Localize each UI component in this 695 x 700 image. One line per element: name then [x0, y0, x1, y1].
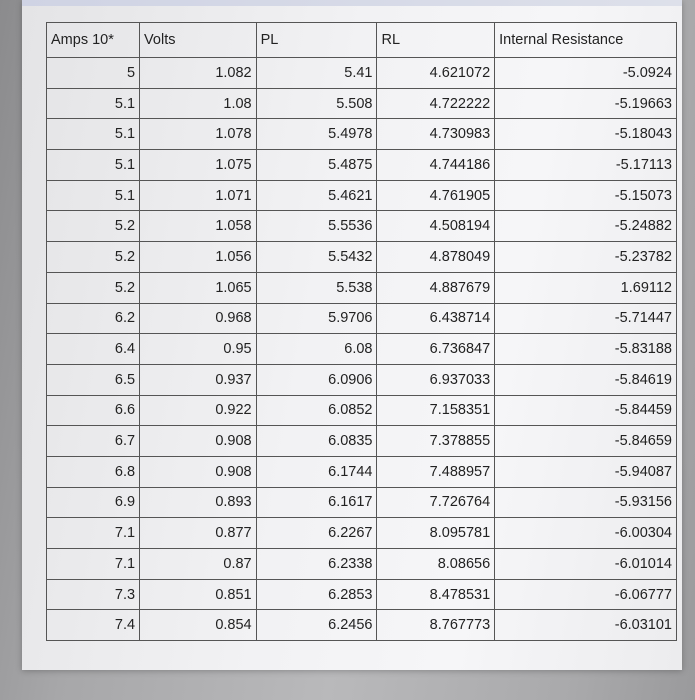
header-volts: Volts	[140, 23, 257, 58]
internal-resistance-cell: -5.84459	[495, 395, 677, 426]
table-row	[47, 303, 677, 334]
amps-cell: 6.4	[47, 334, 140, 365]
table-row	[47, 610, 677, 641]
internal-resistance-cell: -6.01014	[495, 549, 677, 580]
pl-cell: 5.9706	[256, 303, 377, 334]
internal-resistance-cell: -5.84619	[495, 364, 677, 395]
rl-cell: 4.761905	[377, 180, 495, 211]
table-row	[47, 242, 677, 273]
internal-resistance-cell: -5.71447	[495, 303, 677, 334]
internal-resistance-cell: -5.93156	[495, 487, 677, 518]
volts-cell: 1.082	[140, 58, 257, 89]
volts-cell: 1.08	[140, 88, 257, 119]
pl-cell: 6.08	[256, 334, 377, 365]
header-internal-resistance: Internal Resistance	[495, 23, 677, 58]
internal-resistance-cell: -5.19663	[495, 88, 677, 119]
header-rl: RL	[377, 23, 495, 58]
volts-cell: 0.922	[140, 395, 257, 426]
internal-resistance-cell: -5.24882	[495, 211, 677, 242]
pl-cell: 6.1744	[256, 456, 377, 487]
rl-cell: 7.488957	[377, 456, 495, 487]
volts-cell: 0.87	[140, 549, 257, 580]
table-row	[47, 395, 677, 426]
table-row	[47, 487, 677, 518]
header-strip	[22, 0, 682, 6]
rl-cell: 6.937033	[377, 364, 495, 395]
table-row	[47, 426, 677, 457]
table-row	[47, 119, 677, 150]
amps-cell: 5.1	[47, 150, 140, 181]
internal-resistance-cell: -6.00304	[495, 518, 677, 549]
internal-resistance-cell: 1.69112	[495, 272, 677, 303]
amps-cell: 5.2	[47, 211, 140, 242]
paper-sheet	[22, 0, 682, 670]
volts-cell: 0.851	[140, 579, 257, 610]
table-row	[47, 334, 677, 365]
header-pl: PL	[256, 23, 377, 58]
rl-cell: 4.744186	[377, 150, 495, 181]
internal-resistance-cell: -5.94087	[495, 456, 677, 487]
internal-resistance-cell: -6.03101	[495, 610, 677, 641]
volts-cell: 0.854	[140, 610, 257, 641]
amps-cell: 7.4	[47, 610, 140, 641]
rl-cell: 8.08656	[377, 549, 495, 580]
rl-cell: 4.621072	[377, 58, 495, 89]
pl-cell: 5.4621	[256, 180, 377, 211]
rl-cell: 8.095781	[377, 518, 495, 549]
amps-cell: 7.1	[47, 518, 140, 549]
internal-resistance-cell: -6.06777	[495, 579, 677, 610]
volts-cell: 0.937	[140, 364, 257, 395]
pl-cell: 5.538	[256, 272, 377, 303]
table-row	[47, 180, 677, 211]
table-row	[47, 579, 677, 610]
amps-cell: 6.8	[47, 456, 140, 487]
table-body	[47, 23, 677, 641]
amps-cell: 6.6	[47, 395, 140, 426]
amps-cell: 5.1	[47, 119, 140, 150]
volts-cell: 1.075	[140, 150, 257, 181]
amps-cell: 6.5	[47, 364, 140, 395]
pl-cell: 6.0906	[256, 364, 377, 395]
rl-cell: 8.767773	[377, 610, 495, 641]
header-amps: Amps 10*	[47, 23, 140, 58]
pl-cell: 5.4875	[256, 150, 377, 181]
pl-cell: 5.5432	[256, 242, 377, 273]
pl-cell: 6.0835	[256, 426, 377, 457]
table-row	[47, 211, 677, 242]
volts-cell: 0.95	[140, 334, 257, 365]
pl-cell: 6.2338	[256, 549, 377, 580]
internal-resistance-cell: -5.83188	[495, 334, 677, 365]
rl-cell: 6.438714	[377, 303, 495, 334]
volts-cell: 1.071	[140, 180, 257, 211]
table-row	[47, 456, 677, 487]
pl-cell: 6.2853	[256, 579, 377, 610]
table-row	[47, 150, 677, 181]
volts-cell: 0.908	[140, 456, 257, 487]
amps-cell: 5.2	[47, 242, 140, 273]
pl-cell: 6.2267	[256, 518, 377, 549]
table-row	[47, 518, 677, 549]
rl-cell: 4.508194	[377, 211, 495, 242]
amps-cell: 5.2	[47, 272, 140, 303]
volts-cell: 1.058	[140, 211, 257, 242]
amps-cell: 5	[47, 58, 140, 89]
amps-cell: 7.3	[47, 579, 140, 610]
pl-cell: 6.1617	[256, 487, 377, 518]
volts-cell: 1.078	[140, 119, 257, 150]
volts-cell: 0.968	[140, 303, 257, 334]
rl-cell: 4.887679	[377, 272, 495, 303]
internal-resistance-cell: -5.0924	[495, 58, 677, 89]
amps-cell: 6.2	[47, 303, 140, 334]
rl-cell: 4.878049	[377, 242, 495, 273]
pl-cell: 6.0852	[256, 395, 377, 426]
header-row	[47, 23, 677, 58]
amps-cell: 6.7	[47, 426, 140, 457]
rl-cell: 6.736847	[377, 334, 495, 365]
internal-resistance-cell: -5.84659	[495, 426, 677, 457]
volts-cell: 1.056	[140, 242, 257, 273]
rl-cell: 7.378855	[377, 426, 495, 457]
table-row	[47, 364, 677, 395]
volts-cell: 1.065	[140, 272, 257, 303]
internal-resistance-cell: -5.23782	[495, 242, 677, 273]
volts-cell: 0.877	[140, 518, 257, 549]
volts-cell: 0.893	[140, 487, 257, 518]
rl-cell: 8.478531	[377, 579, 495, 610]
volts-cell: 0.908	[140, 426, 257, 457]
rl-cell: 4.722222	[377, 88, 495, 119]
internal-resistance-cell: -5.17113	[495, 150, 677, 181]
amps-cell: 5.1	[47, 180, 140, 211]
pl-cell: 5.41	[256, 58, 377, 89]
table-row	[47, 272, 677, 303]
amps-cell: 7.1	[47, 549, 140, 580]
pl-cell: 6.2456	[256, 610, 377, 641]
rl-cell: 7.726764	[377, 487, 495, 518]
amps-cell: 5.1	[47, 88, 140, 119]
pl-cell: 5.5536	[256, 211, 377, 242]
rl-cell: 7.158351	[377, 395, 495, 426]
data-table	[46, 22, 677, 641]
table-row	[47, 549, 677, 580]
pl-cell: 5.4978	[256, 119, 377, 150]
table-row	[47, 88, 677, 119]
pl-cell: 5.508	[256, 88, 377, 119]
internal-resistance-cell: -5.18043	[495, 119, 677, 150]
table-row	[47, 58, 677, 89]
internal-resistance-cell: -5.15073	[495, 180, 677, 211]
rl-cell: 4.730983	[377, 119, 495, 150]
amps-cell: 6.9	[47, 487, 140, 518]
